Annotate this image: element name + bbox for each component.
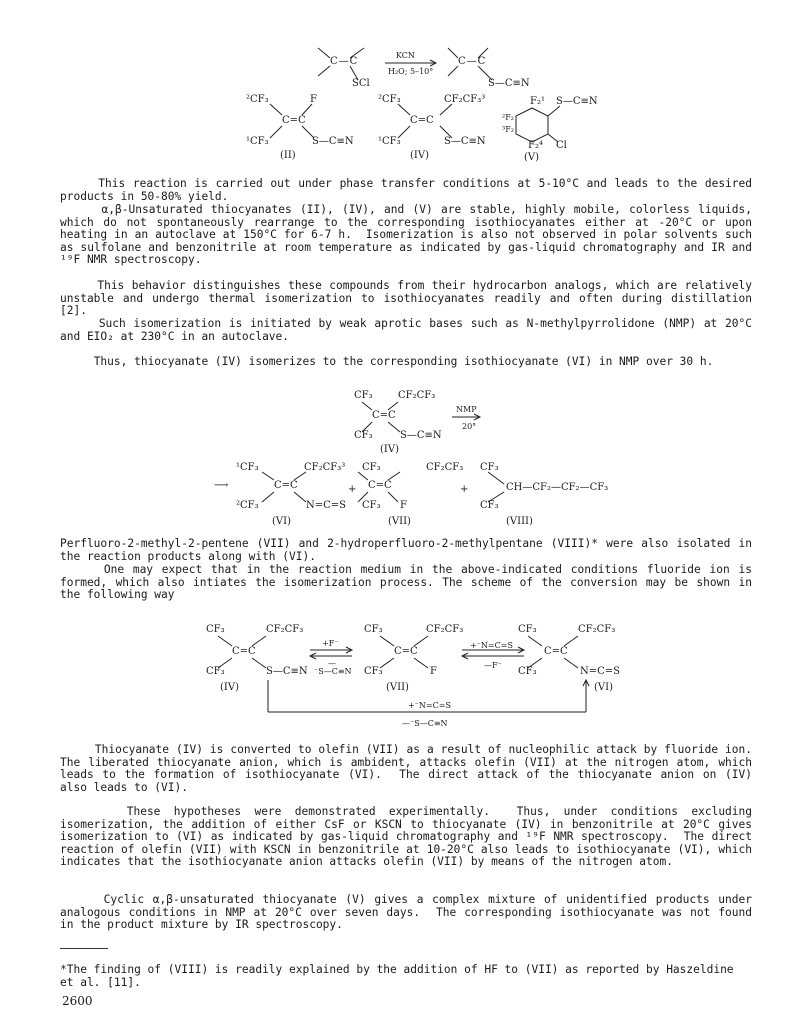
scheme-2-viii-cf3-top: CF₃ [480, 462, 499, 473]
compound-iv-cc: C=C [410, 115, 434, 126]
scheme-3-step1-bottom: ⁻S—C≡N [314, 667, 352, 676]
scheme-3-vi-cf3-bottom: CF₃ [518, 666, 537, 677]
paragraph-stability: α,β-Unsaturated thiocyanates (II), (IV), and (V) are stable, highly mobile, colorless liquids, which do not spontaneously rearrange to the corresponding isothiocyanates either at -20°C or upon heating in an autoclave at 150°C for 6-7 h. Isomerization is also not observed in polar solvents such as sulfolane and benzonitrile at room temperature as indicated by gas-liquid chromatography and IR and ¹⁹F NMR spectroscopy. [60, 203, 759, 267]
scheme-3-iv-scn: S—C≡N [266, 666, 308, 677]
scheme-2-vi-cf3-bottom: ²CF₃ [236, 500, 259, 511]
scheme-2-viii-cf3-bottom: CF₃ [480, 500, 499, 511]
scheme-2-plus-1: + [348, 484, 357, 495]
scheme-3-vi-ncs: N=C=S [580, 666, 621, 677]
scheme-3-vii-f: F [430, 666, 437, 677]
compound-ii-scn: S—C≡N [312, 136, 354, 147]
scheme-1-reagent-bottom: H₂O; 5–10° [388, 67, 434, 76]
scheme-2-iv-cf3-bottom: CF₃ [354, 430, 373, 441]
paragraph-hydrocarbon-analogs: This behavior distinguishes these compounds from their hydrocarbon analogs, which are relatively unstable and undergo thermal isomerization to isothiocyanates readily and often during distillation [2]. [60, 279, 759, 318]
compound-v-f2-3: ³F₂ [502, 125, 514, 134]
scheme-3-step1-top: +F⁻ [322, 639, 339, 648]
scheme-2-vii-cf3-bottom: CF₃ [362, 500, 381, 511]
scheme-3-vi-cf2cf3: CF₂CF₃ [578, 624, 616, 635]
compound-v-f2-2: ²F₂ [502, 113, 514, 122]
scheme-3-vii-cc: C=C [394, 646, 418, 657]
paragraph-isomerization-bases: Such isomerization is initiated by weak aprotic bases such as N-methylpyrrolidone (NMP) at 20°C and EIO₂ at 230°C in an autoclave. [60, 317, 759, 343]
scheme-3-iv-cf3-top: CF₃ [206, 624, 225, 635]
paragraph-fluoride-ion: One may expect that in the reaction medium in the above-indicated conditions fluoride ion is formed, which also intiates the isomerization process. The scheme of the conversion may be shown in the following way [60, 563, 759, 602]
scheme-1-reagent-top: KCN [396, 51, 415, 60]
scheme-2-vii-f: F [400, 500, 407, 511]
compound-iv-cf2cf3: CF₂CF₃³ [444, 94, 486, 105]
scheme-2-vi-cc: C=C [274, 480, 298, 491]
scheme-3-vii-label: (VII) [386, 682, 409, 693]
document-page: C — C KCN H₂O; 5–10° SCl C — C S—C≡N ²CF₃ F C=C ¹CF₃ S—C≡N (II) ²CF₃ CF₂CF₃³ C=C ¹CF₃ S—C≡N (IV) F₂¹ S—C≡N ²F₂ ³F₂ F₂⁴ Cl (V) This reaction is carried out under phase transfer conditions at 5-10°C and leads to the desired products in 50-80% yield. α,β-Unsaturated thiocyanates (II), (IV), and (V) are stable, highly mobile, colorless liquids, which do not spontaneously rearrange to the corresponding isothiocyanates either at -20°C or upon heating in an autoclave at 150°C for 6-7 h. Isomerization is also not observed in polar solvents such as sulfolane and benzonitrile at room temperature as indicated by gas-liquid chromatography and IR and ¹⁹F NMR spectroscopy. This behavior distinguishes these compounds from their hydrocarbon analogs, which are relatively unstable and undergo thermal isomerization to isothiocyanates readily and often during distillation [2]. Such isomerization is initiated by weak aprotic bases such as N-methylpyrrolidone (NMP) at 20°C and EIO₂ at 230°C in an autoclave. Thus, thiocyanate (IV) isomerizes to the corresponding isothiocyanate (VI) in NMP over 30 h. CF₃ CF₂CF₃ NMP 20° C=C CF₃ S—C≡N (IV) ⟶ ¹CF₃ CF₂CF₃³ C=C ²CF₃ N=C=S (VI) + CF₃ CF₂CF₃ C=C CF₃ F (VII) + CF₃ CH—CF₂—CF₂—CF₃ CF₃ (VIII) Perfluoro-2-methyl-2-pentene (VII) and 2-hydroperfluoro-2-methylpentane (VIII)* were also isolated in the reaction products along with (VI). One may expect that in the reaction medium in the above-indicated conditions fluoride ion is formed, which also intiates the isomerization process. The scheme of the conversion may be shown in the following way CF₃ CF₂CF₃ C=C CF₃ S—C≡N (IV) +F⁻ — ⁻S—C≡N CF₃ CF₂CF₃ C=C CF₃ F (VII) +⁻N=C=S —F⁻ CF₃ CF₂CF₃ C=C CF₃ N=C=S (VI) +⁻N=C=S —⁻S—C≡N Thiocyanate (IV) is converted to olefin (VII) as a result of nucleophilic attack by fluoride ion. The liberated thiocyanate anion, which is ambident, attacks olefin (VII) at the nitrogen atom, which leads to the formation of isothiocyanate (VI). The direct attack of the thiocyanate anion on (IV) also leads to (VI). These hypotheses were demonstrated experimentally. Thus, under conditions excluding isomerization, the addition of either CsF or KSCN to thiocyanate (IV) in benzonitrile at 20°C gives isomerization to (VI) as indicated by gas-liquid chromatography and ¹⁹F NMR spectroscopy. The direct reaction of olefin (VII) with KSCN in benzonitrile at 10-20°C also leads to isothiocyanate (VI), which indicates that the isothiocyanate anion attacks olefin (VII) by means of the nitrogen atom. Cyclic α,β-unsaturated thiocyanate (V) gives a complex mixture of unidentified products under analogous conditions in NMP at 20°C over seven days. The corresponding isothiocyanate was not found in the product mixture by IR spectroscopy. *The finding of (VIII) is readily explained by the addition of HF to (VII) as reported by Haszeldine et al. [11]. 2600 [0, 0, 807, 1032]
scheme-3-bottom-top: +⁻N=C=S [408, 701, 451, 710]
scheme-2-plus-2: + [460, 484, 469, 495]
scheme-3-iv-cf3-bottom: CF₃ [206, 666, 225, 677]
paragraph-perfluoro-products: Perfluoro-2-methyl-2-pentene (VII) and 2-hydroperfluoro-2-methylpentane (VIII)* were also isolated in the reaction products along with (VI). [60, 537, 759, 563]
paragraph-phase-transfer: This reaction is carried out under phase transfer conditions at 5-10°C and leads to the desired products in 50-80% yield. [60, 177, 759, 203]
compound-v-scn: S—C≡N [556, 96, 598, 107]
scheme-2-iv-label: (IV) [380, 444, 399, 455]
paragraph-experimental: These hypotheses were demonstrated experimentally. Thus, under conditions excluding isomerization, the addition of either CsF or KSCN to thiocyanate (IV) in benzonitrile at 20°C gives isomerization to (VI) as indicated by gas-liquid chromatography and ¹⁹F NMR spectroscopy. The direct reaction of olefin (VII) with KSCN in benzonitrile at 10-20°C also leads to isothiocyanate (VI), which indicates that the isothiocyanate anion attacks olefin (VII) by means of the nitrogen atom. [60, 805, 759, 869]
compound-iv-cf3-top: ²CF₃ [378, 94, 401, 105]
scheme-2-vi-cf3-top: ¹CF₃ [236, 462, 259, 473]
scheme-2-nmp: NMP [456, 405, 477, 414]
scheme-2-vii-cc: C=C [368, 480, 392, 491]
scheme-3-vi-label: (VI) [594, 682, 613, 693]
scheme-2-iv-scn: S—C≡N [400, 430, 442, 441]
scheme-2-vii-cf2cf3: CF₂CF₃ [426, 462, 464, 473]
footnote: *The finding of (VIII) is readily explained by the addition of HF to (VII) as reported by Haszeldine et al. [11]. [60, 963, 741, 990]
scheme-2-iv-cf3-top: CF₃ [354, 390, 373, 401]
scheme-2-viii-chain: CH—CF₂—CF₂—CF₃ [506, 482, 609, 493]
scheme-3-step1-mid: — [328, 659, 336, 668]
footnote-rule [60, 948, 108, 949]
compound-iv-scn: S—C≡N [444, 136, 486, 147]
scheme-2-iv-cc: C=C [372, 410, 396, 421]
compound-v-cl: Cl [556, 140, 567, 151]
scheme-3-step2-bottom: —F⁻ [484, 661, 502, 670]
scheme-3-bottom-bottom: —⁻S—C≡N [402, 719, 448, 728]
paragraph-cyclic-thiocyanate: Cyclic α,β-unsaturated thiocyanate (V) gives a complex mixture of unidentified products under analogous conditions in NMP at 20°C over seven days. The corresponding isothiocyanate was not found in the product mixture by IR spectroscopy. [60, 893, 759, 932]
scheme-1-scn-product: S—C≡N [488, 78, 530, 89]
scheme-2-vii-label: (VII) [388, 516, 411, 527]
scheme-3-iv-cf2cf3: CF₂CF₃ [266, 624, 304, 635]
compound-v-f2-4: F₂⁴ [528, 140, 543, 151]
page-number: 2600 [62, 994, 93, 1008]
scheme-2-temp: 20° [462, 422, 477, 431]
compound-iv-cf3-bottom: ¹CF₃ [378, 136, 401, 147]
scheme-3-step2-top: +⁻N=C=S [470, 641, 513, 650]
scheme-3-vi-cf3-top: CF₃ [518, 624, 537, 635]
compound-iv-label: (IV) [410, 150, 429, 161]
scheme-3-vii-cf2cf3: CF₂CF₃ [426, 624, 464, 635]
scheme-3-iv-cc: C=C [232, 646, 256, 657]
compound-v-f2-1: F₂¹ [530, 96, 545, 107]
scheme-2-vi-cf2cf3: CF₂CF₃³ [304, 462, 346, 473]
scheme-2-iv-cf2cf3: CF₂CF₃ [398, 390, 436, 401]
scheme-3-vii-cf3-bottom: CF₃ [364, 666, 383, 677]
scheme-3-vii-cf3-top: CF₃ [364, 624, 383, 635]
compound-ii-cf3-top: ²CF₃ [246, 94, 269, 105]
scheme-2-vi-label: (VI) [272, 516, 291, 527]
scheme-3-vi-cc: C=C [544, 646, 568, 657]
paragraph-nucleophilic-attack: Thiocyanate (IV) is converted to olefin (VII) as a result of nucleophilic attack by fluoride ion. The liberated thiocyanate anion, which is ambident, attacks olefin (VII) at the nitrogen atom, which leads to the formation of isothiocyanate (VI). The direct attack of the thiocyanate anion on (IV) also leads to (VI). [60, 743, 766, 794]
compound-ii-label: (II) [280, 150, 296, 161]
scheme-2-arrow: ⟶ [214, 480, 229, 491]
compound-ii-cc: C=C [282, 115, 306, 126]
compound-ii-f: F [310, 94, 317, 105]
scheme-3-iv-label: (IV) [220, 682, 239, 693]
scheme-2-vii-cf3-top: CF₃ [362, 462, 381, 473]
paragraph-isomerizes-nmp: Thus, thiocyanate (IV) isomerizes to the corresponding isothiocyanate (VI) in NMP over 30 h. [60, 355, 714, 368]
compound-v-label: (V) [524, 152, 540, 163]
compound-ii-cf3-bottom: ¹CF₃ [246, 136, 269, 147]
scheme-2-viii-label: (VIII) [506, 516, 533, 527]
scheme-2-vi-ncs: N=C=S [306, 500, 347, 511]
scheme-1-scl: SCl [352, 78, 370, 89]
